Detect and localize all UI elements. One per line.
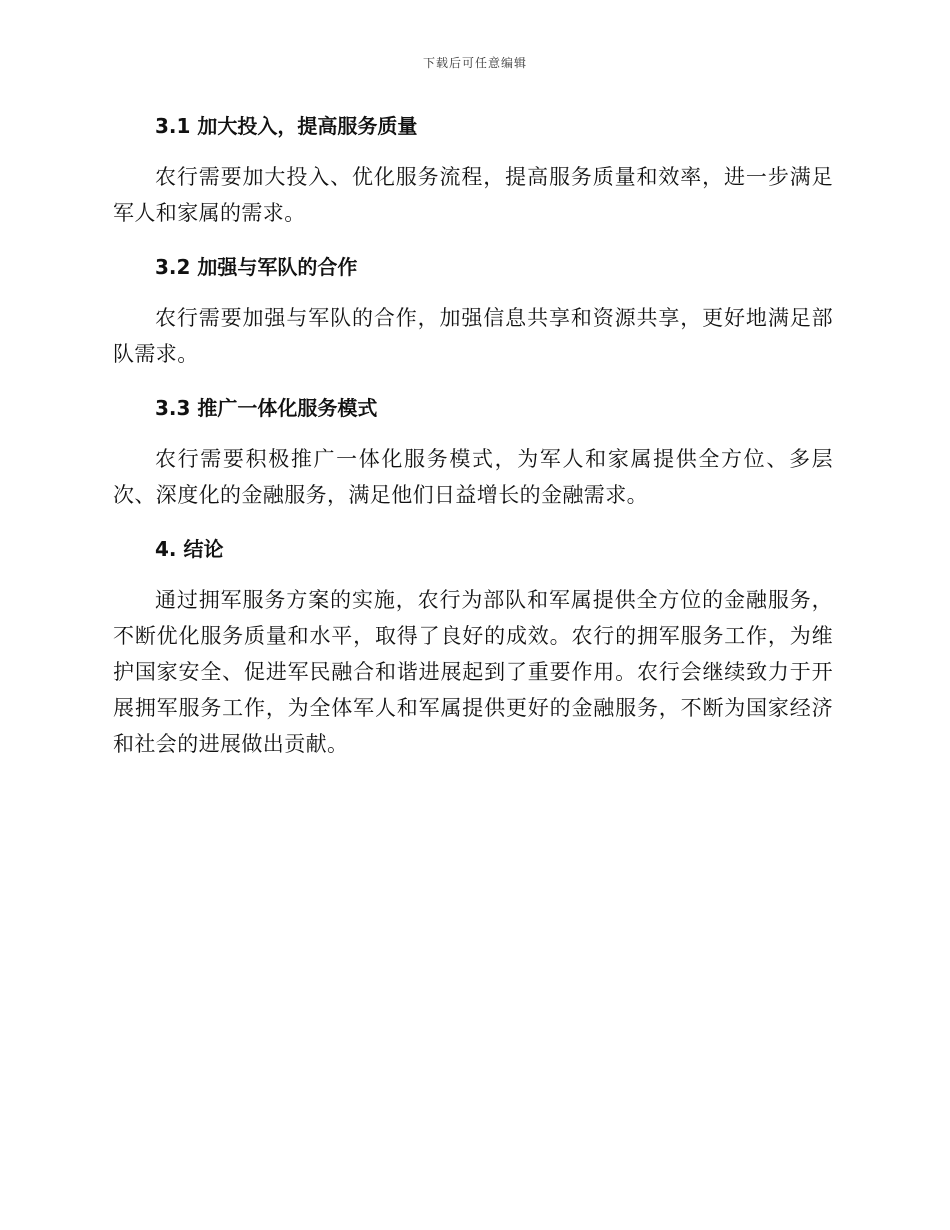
section-paragraph: 农行需要加强与军队的合作，加强信息共享和资源共享，更好地满足部队需求。 bbox=[113, 306, 833, 366]
document-body bbox=[113, 110, 833, 782]
section-3-1 bbox=[113, 110, 833, 231]
section-paragraph: 通过拥军服务方案的实施，农行为部队和军属提供全方位的金融服务，不断优化服务质量和水平，取得了良好的成效。农行的拥军服务工作，为维护国家安全、促进军民融合和谐进展起到了重要作用。农行会继续致力于开展拥军服务工作，为全体军人和军属提供更好的金融服务，不断为国家经济和社会的进展做出贡献。 bbox=[113, 588, 833, 756]
section-3-3 bbox=[113, 392, 833, 513]
section-conclusion bbox=[113, 533, 833, 762]
section-3-2 bbox=[113, 251, 833, 372]
section-heading: 3.1 加大投入，提高服务质量 bbox=[155, 114, 418, 138]
section-heading: 3.2 加强与军队的合作 bbox=[155, 255, 358, 279]
section-heading: 4. 结论 bbox=[155, 537, 224, 561]
page-header: 下载后可任意编辑 bbox=[422, 56, 527, 70]
section-heading: 3.3 推广一体化服务模式 bbox=[155, 396, 378, 420]
section-paragraph: 农行需要加大投入、优化服务流程，提高服务质量和效率，进一步满足军人和家属的需求。 bbox=[113, 165, 833, 225]
section-paragraph: 农行需要积极推广一体化服务模式，为军人和家属提供全方位、多层次、深度化的金融服务，满足他们日益增长的金融需求。 bbox=[113, 447, 833, 507]
